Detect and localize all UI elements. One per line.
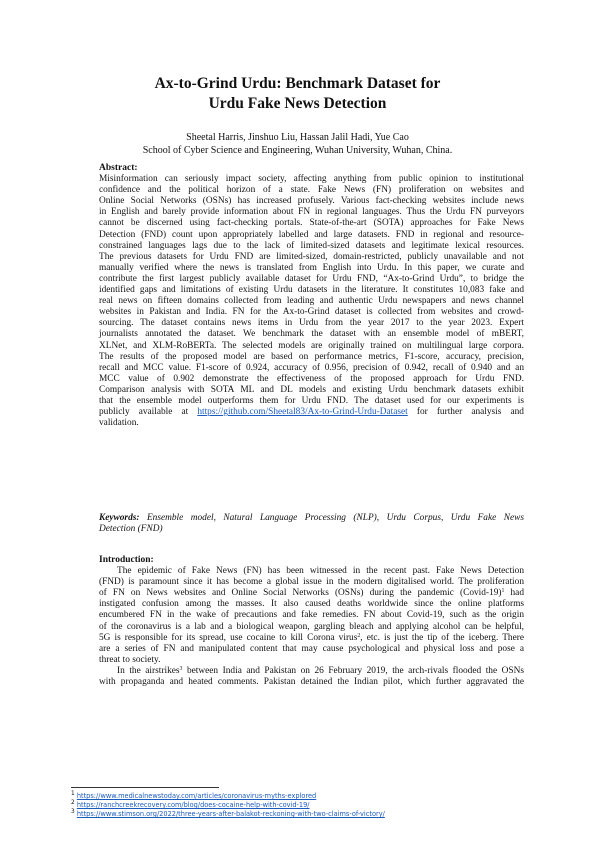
footnote-number: 3 <box>71 809 75 815</box>
author-block <box>40 132 555 157</box>
keywords-text-1: Ensemble model, Natural Language Processing (NLP), Urdu Corpus, Urdu Fake News <box>139 513 524 523</box>
dataset-link[interactable]: https://github.com/Sheetal83/Ax-to-Grind-Urdu-Dataset <box>197 407 408 418</box>
footnote-2 <box>71 801 531 810</box>
footnote-link[interactable]: https://www.stimson.org/2022/three-years-after-balakot-reckoning-with-two-claims-of-victory/ <box>76 810 385 818</box>
footnote-1 <box>71 792 531 801</box>
abstract-availability-line <box>99 407 524 418</box>
abstract-last-line: validation. <box>99 418 139 429</box>
keywords-section <box>99 513 524 535</box>
abstract-line: Detection (FND) count upon appropriately labelled and large datasets. FND in regional and resource- <box>99 229 524 240</box>
abstract-line: confidence and the political horizon of a state. Fake News (FN) proliferation on websites and <box>99 185 524 196</box>
intro-text: of FN on News websites and Online Social Networks (OSNs) during the pandemic (Covid-19) <box>99 588 502 599</box>
intro-line <box>99 666 524 677</box>
intro-text: between India and Pakistan on 26 February 2019, the arch-rivals flooded the OSNs <box>182 665 524 676</box>
intro-text: had <box>504 588 525 599</box>
footnote-ref-1[interactable]: 1 <box>501 588 505 595</box>
abstract-line: real news on fifteen domains collected from leading and authentic Urdu newspapers and news channel <box>99 296 524 307</box>
intro-line: instigated confusion among the masses. It also caused deaths worldwide since the online platforms <box>99 599 524 610</box>
introduction-heading: Introduction: <box>99 555 154 565</box>
intro-line: of the coronavirus is a lab and a biological weapon, gargling bleach and applying alcohol can be helpful, <box>99 621 524 632</box>
affiliation: School of Cyber Science and Engineering, Wuhan University, Wuhan, China. <box>142 144 453 156</box>
abstract-line: that the ensemble model outperforms them for Urdu FND. The dataset used for our experiments is <box>99 395 524 406</box>
abstract-line: recall and MCC value. F1-score of 0.924, accuracy of 0.956, precision of 0.942, recall of 0.940 and an <box>99 362 524 373</box>
abstract-line: Comparison analysis with SOTA ML and DL models and existing Urdu benchmark datasets exhibit <box>99 384 524 395</box>
abstract-line: MCC value of 0.902 demonstrate the effectiveness of the proposed approach for Urdu FND. <box>99 373 524 384</box>
availability-prefix: publicly available at <box>99 407 198 418</box>
intro-line: (FND) is paramount since it has become a global issue in the modern digitalised world. The proliferation <box>99 577 524 588</box>
abstract-line: XLNet, and XLM-RoBERTa. The selected models are originally trained on multilingual large corpora. <box>99 340 524 351</box>
abstract-heading: Abstract: <box>99 163 138 173</box>
abstract-line: The previous datasets for Urdu FND are limited-sized, domain-restricted, publicly unavailable and not <box>99 251 524 262</box>
abstract-line: sourcing. The dataset contains news items in Urdu from the year 2017 to the year 2023. Expert <box>99 318 524 329</box>
footnote-ref-3[interactable]: 3 <box>179 665 183 672</box>
intro-line: threat to society. <box>99 654 161 665</box>
footnotes <box>71 792 531 819</box>
abstract-line: constrained languages lags due to the lack of limited-sized datasets and legitimate lexical resources. <box>99 240 524 251</box>
abstract-section <box>99 163 524 429</box>
abstract-line: contribute the first largest publicly available dataset for Urdu FND, “Ax-to-Grind Urdu”, to bridge the <box>99 273 524 284</box>
abstract-line: identified gaps and limitations of existing Urdu datasets in the literature. It constitutes 10,083 fake and <box>99 285 524 296</box>
abstract-line: journalists annotated the dataset. We benchmark the dataset with an ensemble model of mBERT, <box>99 329 524 340</box>
footnote-divider <box>71 787 219 788</box>
abstract-line: cannot be discerned using fact-checking portals. State-of-the-art (SOTA) approaches for Fake News <box>99 218 524 229</box>
keywords-text-2: Detection (FND) <box>99 524 163 535</box>
abstract-line: Online Social Networks (OSNs) has increased profusely. Various fact-checking websites include news <box>99 196 524 207</box>
paper-title <box>40 74 555 114</box>
footnote-ref-2[interactable]: 2 <box>357 632 361 639</box>
keywords-line-1 <box>99 513 524 524</box>
footnote-link[interactable]: https://www.medicalnewstoday.com/articles/coronavirus-myths-explored <box>76 792 317 800</box>
intro-line: The epidemic of Fake News (FN) has been witnessed in the recent past. Fake News Detection <box>117 566 524 577</box>
abstract-body <box>99 174 524 407</box>
intro-line <box>99 633 524 644</box>
abstract-line: in English and barely provide information about FN in regional languages. Thus the Urdu FN purveyors <box>99 207 524 218</box>
intro-text: In the airstrikes <box>117 665 180 676</box>
introduction-section <box>99 555 524 688</box>
availability-suffix: for further analysis and <box>407 407 524 418</box>
title-line-2: Urdu Fake News Detection <box>208 95 387 112</box>
footnote-number: 1 <box>71 791 75 797</box>
intro-line <box>99 588 524 599</box>
footnote-3 <box>71 810 531 819</box>
keywords-label: Keywords: <box>99 513 140 523</box>
abstract-line: manually verified where the news is translated from English into Urdu. In this paper, we curate and <box>99 262 524 273</box>
title-line-1: Ax-to-Grind Urdu: Benchmark Dataset for <box>154 75 441 92</box>
intro-text: , etc. is just the tip of the iceberg. There <box>360 632 524 643</box>
abstract-line: websites in Pakistan and India. FN for the Ax-to-Grind dataset is collected from websites and crowd- <box>99 307 524 318</box>
intro-text: 5G is responsible for its spread, use cocaine to kill Corona virus <box>99 632 358 643</box>
authors: Sheetal Harris, Jinshuo Liu, Hassan Jalil Hadi, Yue Cao <box>186 132 409 143</box>
intro-line: are a series of FN and manipulated content that may cause psychological and physical loss and pose a <box>99 643 524 654</box>
abstract-line: The results of the proposed model are based on performance metrics, F1-score, accuracy, precision, <box>99 351 524 362</box>
intro-line: encumbered FN in the wake of precautions and fake remedies. FN about Covid-19, such as the origin <box>99 610 524 621</box>
footnote-link[interactable]: https://ranchcreekrecovery.com/blog/does-cocaine-help-with-covid-19/ <box>76 801 310 809</box>
intro-line: with propaganda and heated comments. Pakistan detained the Indian pilot, which further aggravated the <box>99 677 524 688</box>
footnote-number: 2 <box>71 800 75 806</box>
abstract-line: Misinformation can seriously impact society, affecting anything from public opinion to institutional <box>99 174 524 185</box>
